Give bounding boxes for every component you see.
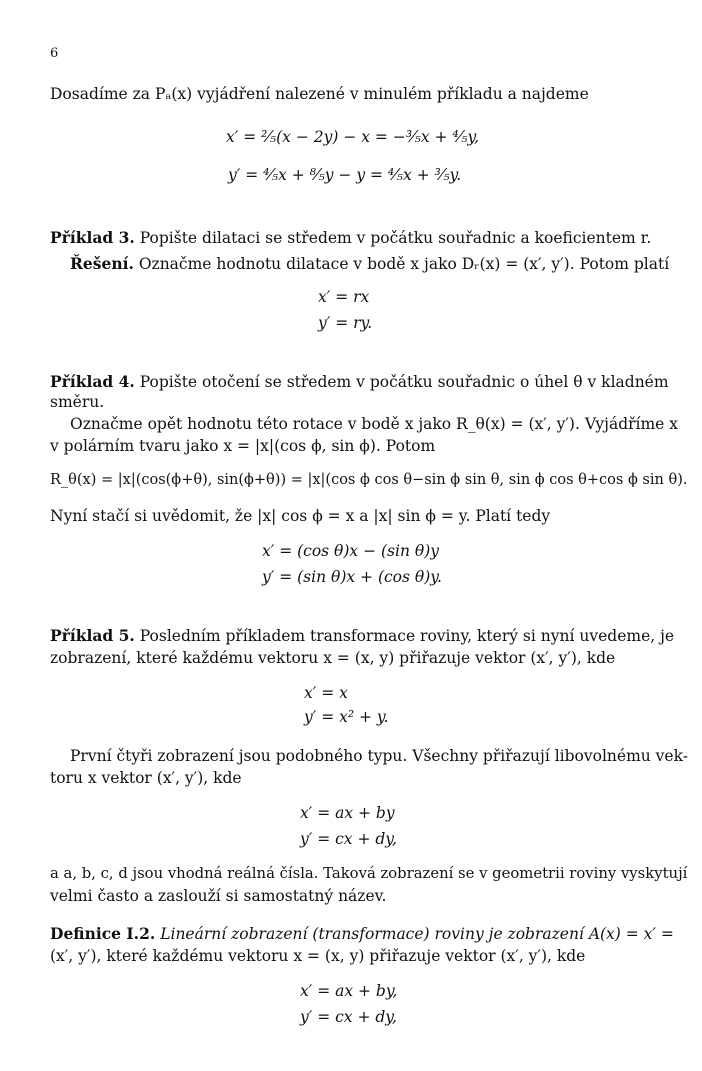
example-4-para-1: Označme opět hodnotu této rotace v bodě x jako R_θ(x) = (x′, y′). Vyjádříme x — [70, 415, 679, 433]
example-4-line-1 — [50, 372, 669, 392]
definition-equation-2: y′ = cx + dy, — [300, 1008, 397, 1026]
example-5-label: Příklad 5. — [50, 626, 135, 645]
first-four-equation-2: y′ = cx + dy, — [300, 830, 397, 848]
solution-label: Řešení. — [70, 254, 134, 273]
example-4-after-line: Nyní stačí si uvědomit, že |x| cos ϕ = x a |x| sin ϕ = y. Platí tedy — [50, 507, 551, 525]
example-4-text: Popište otočení se středem v počátku souřadnic o úhel θ v kladném — [139, 373, 669, 391]
first-four-after-2: velmi často a zaslouží si samostatný název. — [50, 887, 387, 905]
example-5-text: Posledním příkladem transformace roviny, který si nyní uvedeme, je — [139, 627, 675, 645]
example-3-line — [50, 228, 651, 248]
example-4-equation-2: y′ = (sin θ)x + (cos θ)y. — [262, 568, 442, 586]
example-3-solution — [70, 254, 669, 274]
definition-line-1 — [50, 924, 674, 944]
example-4-long-equation: R_θ(x) = |x|(cos(ϕ+θ), sin(ϕ+θ)) = |x|(cos ϕ cos θ−sin ϕ sin θ, sin ϕ cos θ+cos ϕ sin θ). — [50, 472, 688, 488]
example-4-label: Příklad 4. — [50, 372, 135, 391]
example-5-equation-1: x′ = x — [304, 684, 348, 702]
definition-equation-1: x′ = ax + by, — [300, 982, 398, 1000]
example-4-line-2: směru. — [50, 393, 105, 411]
example-3-equation-1: x′ = rx — [318, 288, 370, 306]
page-number: 6 — [50, 46, 59, 61]
example-3-label: Příklad 3. — [50, 228, 135, 247]
example-3-equation-2: y′ = ry. — [318, 314, 373, 332]
example-5-equation-2: y′ = x² + y. — [304, 708, 389, 726]
example-5-line-2: zobrazení, které každému vektoru x = (x, y) přiřazuje vektor (x′, y′), kde — [50, 649, 616, 667]
example-4-para-2: v polárním tvaru jako x = |x|(cos ϕ, sin ϕ). Potom — [50, 437, 436, 455]
intro-equation-2: y′ = ⁴⁄₅x + ⁸⁄₅y − y = ⁴⁄₅x + ³⁄₅y. — [228, 166, 462, 184]
example-4-equation-1: x′ = (cos θ)x − (sin θ)y — [262, 542, 440, 560]
first-four-after-1: a a, b, c, d jsou vhodná reálná čísla. Taková zobrazení se v geometrii roviny vyskytují — [50, 865, 688, 882]
example-3-text: Popište dilataci se středem v počátku souřadnic a koeficientem r. — [139, 229, 652, 247]
first-four-equation-1: x′ = ax + by — [300, 804, 395, 822]
example-5-line-1 — [50, 626, 674, 646]
intro-equation-1: x′ = ²⁄₅(x − 2y) − x = −³⁄₅x + ⁴⁄₅y, — [226, 128, 480, 146]
definition-label: Definice I.2. — [50, 924, 156, 943]
first-four-line-1: První čtyři zobrazení jsou podobného typu. Všechny přiřazují libovolnému vek- — [70, 747, 688, 765]
definition-text: Lineární zobrazení (transformace) roviny je zobrazení A(x) = x′ = — [160, 925, 674, 943]
definition-line-2: (x′, y′), které každému vektoru x = (x, y) přiřazuje vektor (x′, y′), kde — [50, 947, 586, 965]
first-four-line-2: toru x vektor (x′, y′), kde — [50, 769, 242, 787]
solution-text: Označme hodnotu dilatace v bodě x jako Dᵣ(x) = (x′, y′). Potom platí — [138, 255, 670, 273]
intro-line: Dosadíme za Pₐ(x) vyjádření nalezené v minulém příkladu a najdeme — [50, 85, 589, 103]
